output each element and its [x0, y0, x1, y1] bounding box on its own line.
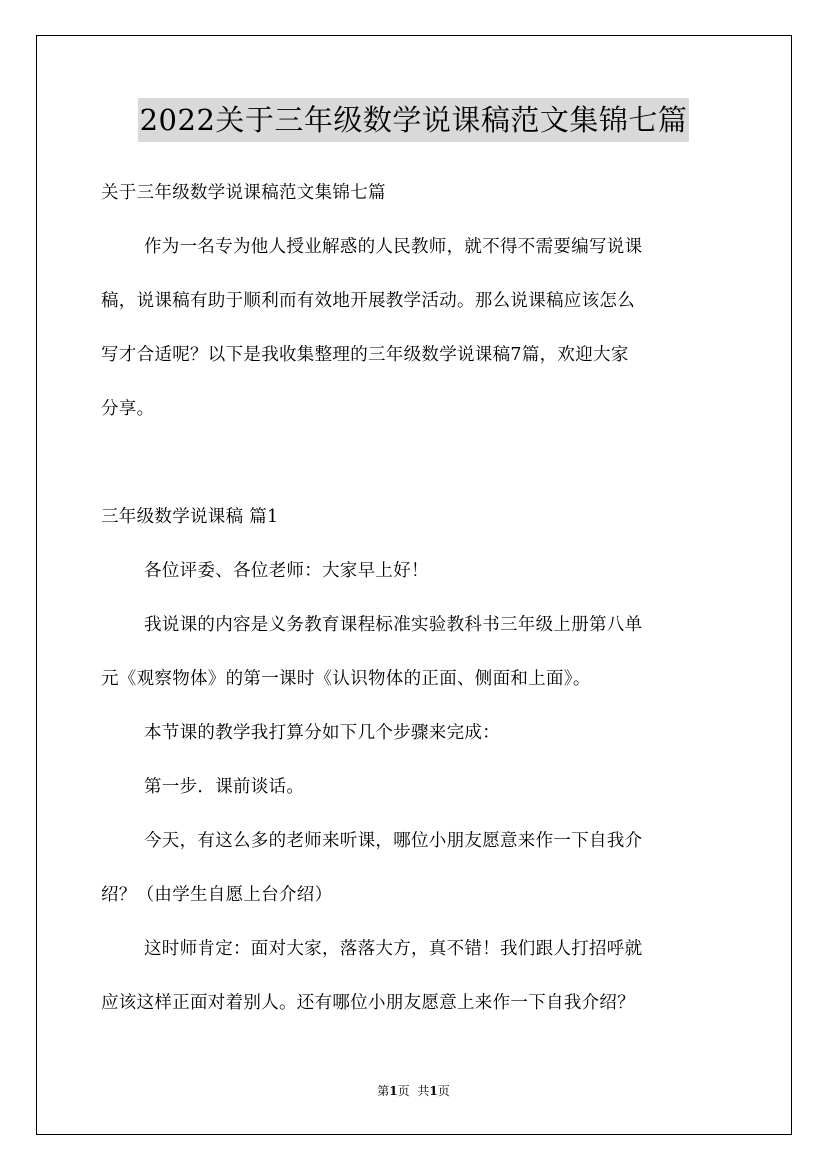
intro-line-2: 稿，说课稿有助于顺利而有效地开展教学活动。那么说课稿应该怎么: [101, 291, 635, 311]
body-line-6: 今天，有这么多的老师来听课，哪位小朋友愿意来作一下自我介: [144, 831, 643, 851]
body-line-7: 绍？（由学生自愿上台介绍）: [101, 885, 333, 905]
section-heading: 三年级数学说课稿 篇1: [101, 507, 279, 527]
body-line-9: 应该这样正面对着别人。还有哪位小朋友愿意上来作一下自我介绍？: [101, 993, 635, 1013]
intro-line-3: 写才合适呢？以下是我收集整理的三年级数学说课稿7篇，欢迎大家: [101, 345, 629, 365]
intro-line-1: 作为一名专为他人授业解惑的人民教师，就不得不需要编写说课: [144, 237, 643, 257]
title-wrap: [0, 98, 827, 142]
page-footer: [0, 1083, 827, 1099]
footer-page-number: 1: [389, 1084, 398, 1098]
footer-page-suffix: 页: [397, 1084, 410, 1098]
body-line-1: 各位评委、各位老师：大家早上好！: [144, 561, 429, 581]
body-line-8: 这时师肯定：面对大家，落落大方，真不错！我们跟人打招呼就: [144, 939, 643, 959]
document-subtitle: 关于三年级数学说课稿范文集锦七篇: [101, 183, 386, 203]
footer-page-prefix: 第: [377, 1084, 390, 1098]
intro-line-4: 分享。: [101, 399, 155, 419]
footer-total-suffix: 页: [437, 1084, 450, 1098]
body-line-5: 第一步．课前谈话。: [144, 777, 305, 797]
document-title: 2022关于三年级数学说课稿范文集锦七篇: [138, 98, 690, 142]
body-line-2: 我说课的内容是义务教育课程标准实验教科书三年级上册第八单: [144, 615, 643, 635]
body-line-3: 元《观察物体》的第一课时《认识物体的正面、侧面和上面》。: [101, 669, 591, 689]
footer-total-prefix: 共: [417, 1084, 430, 1098]
body-line-4: 本节课的教学我打算分如下几个步骤来完成：: [144, 723, 500, 743]
footer-total-number: 1: [429, 1084, 438, 1098]
